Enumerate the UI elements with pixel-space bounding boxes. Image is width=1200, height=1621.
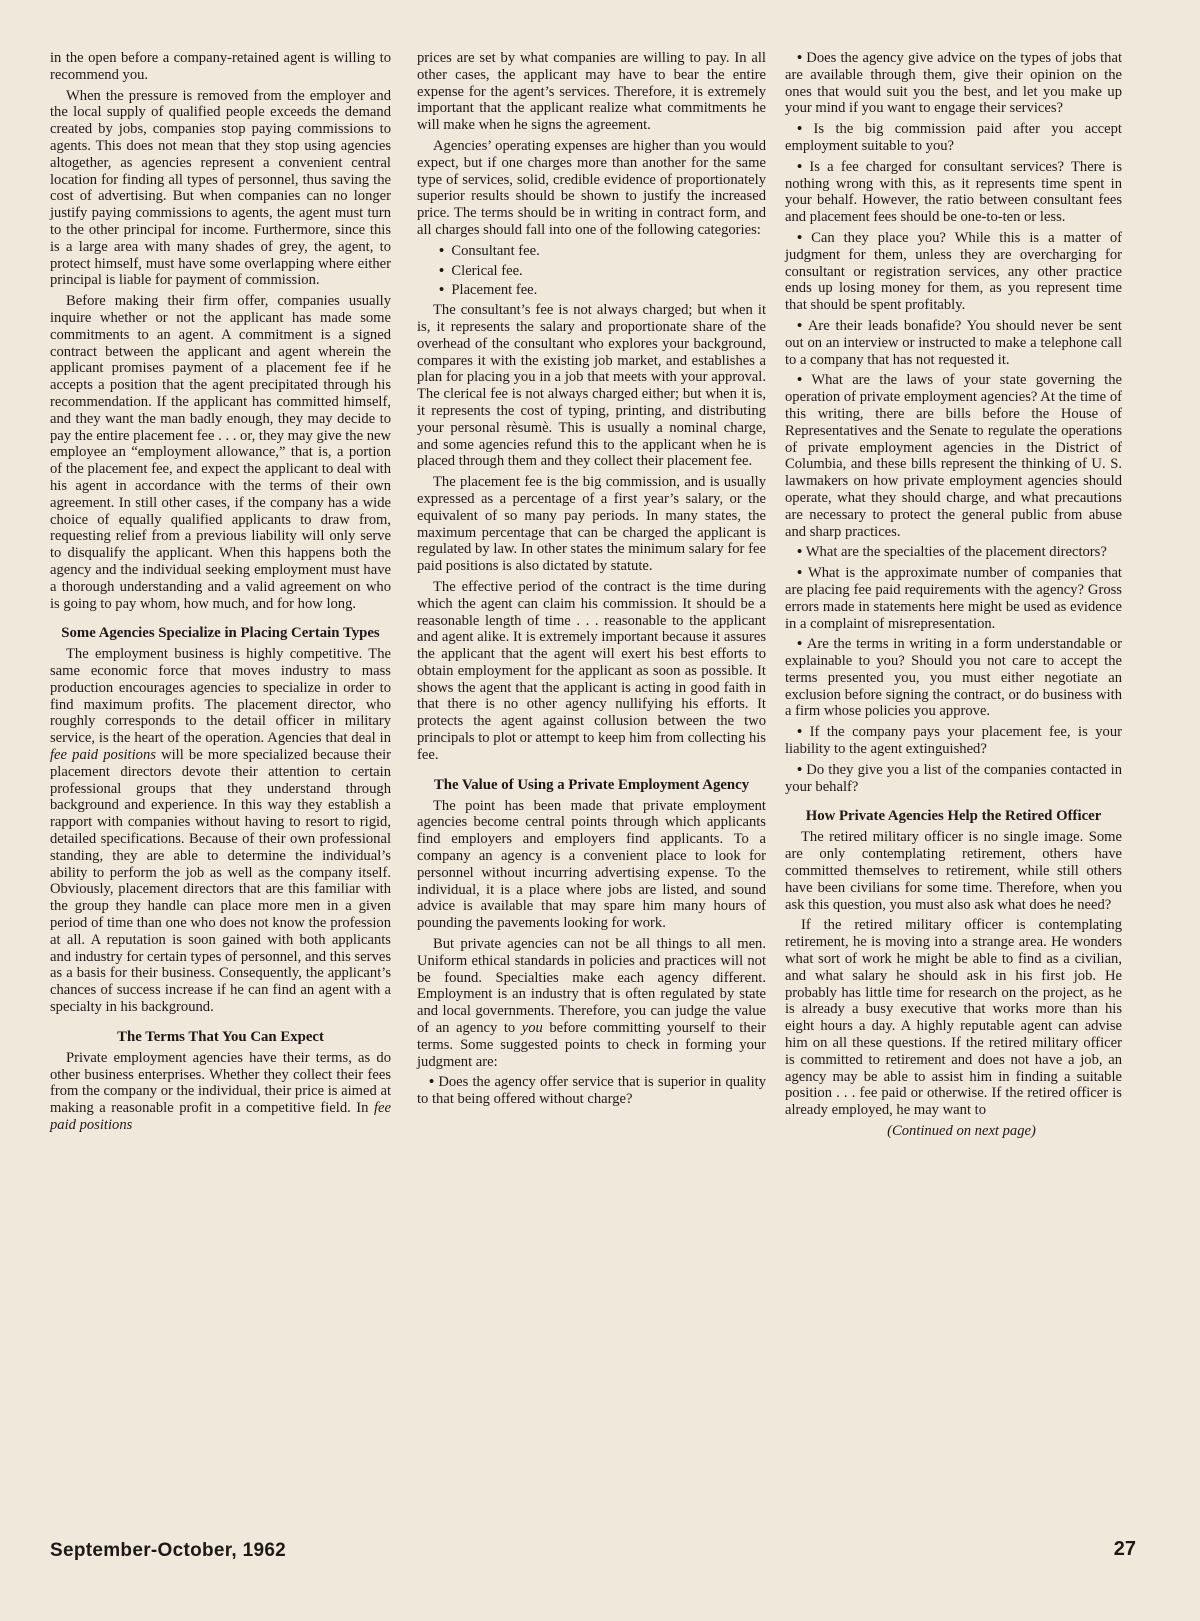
- section-heading-specialize: Some Agencies Specialize in Placing Certain Types: [61, 625, 380, 642]
- paragraph: Private employment agencies have their terms, as do other business enterprises. Whether they collect their fees from the company or the individual, their price is aimed at making a reasonable profit in a competitive field. In fee paid positions: [50, 1049, 391, 1134]
- paragraph: When the pressure is removed from the employer and the local supply of qualified people exceeds the demand created by jobs, companies stop paying commissions to agents. This does not mean that they stop using agencies altogether, as agencies represent a convenient central location for finding all types of personnel, thus saving the cost of advertising. But when companies can no longer justify paying commissions to agents, the agent must turn to the other principal for income. Furthermore, since this is a large area with many shades of grey, the agent, to protect himself, must have some overlapping where either principal is liable for payment of commission.: [50, 87, 391, 289]
- page-number: 27: [1113, 1538, 1136, 1560]
- paragraph: Agencies’ operating expenses are higher than you would expect, but if one charges more than another for the same type of services, solid, credible evidence of proportionately superior results should be shown to justify the increased price. The terms should be in writing in contract form, and all charges should fall into one of the following categories:: [417, 137, 766, 238]
- checklist-item: • Is the big commission paid after you accept employment suitable to you?: [785, 121, 1122, 155]
- paragraph: If the retired military officer is contemplating retirement, he is moving into a strange area. He wonders what sort of work he might be able to find as a civilian, and what salary he should ask in his first job. He probably has little time for research on the project, as he is already a busy executive that works more than his eight hours a day. A highly reputable agent can advise him on all these questions. If the retired military officer is committed to retirement and does not have a job, an agency may be able to assist him in finding a suitable position . . . fee paid or otherwise. If the retired officer is already employed, he may want to: [785, 917, 1122, 1119]
- fee-category-item: • Clerical fee.: [417, 263, 766, 280]
- column-3: [785, 50, 1122, 1144]
- checklist-item: • Are their leads bonafide? You should never be sent out on an interview or instructed to make a telephone call to a company that has not requested it.: [785, 318, 1122, 368]
- checklist-item: • Is a fee charged for consultant services? There is nothing wrong with this, as it represents time spent in your behalf. However, the ratio between consultant fees and placement fees should be one-to-ten or less.: [785, 159, 1122, 226]
- paragraph: The retired military officer is no single image. Some are only contemplating retirement, others have committed themselves to retirement, while still others have been civilians for some time. Therefore, when you ask this question, you must also ask what does he need?: [785, 829, 1122, 913]
- section-heading-terms: The Terms That You Can Expect: [117, 1028, 324, 1045]
- checklist-item: • Can they place you? While this is a matter of judgment for them, unless they are overcharging for consultant or registration services, any other practice ends up losing money for them, as you represent time that should be spent profitably.: [785, 230, 1122, 314]
- checklist-item: • Are the terms in writing in a form understandable or explainable to you? Should you not care to accept the terms presented you, you must either negotiate an exclusion before signing the contract, or do business with a firm whose policies you approve.: [785, 636, 1122, 720]
- paragraph: Before making their firm offer, companies usually inquire whether or not the applicant has made some commitments to an agent. A commitment is a signed contract between the applicant and agent wherein the applicant promises payment of a placement fee if he accepts a position that the agent precipitated through his recommendation. If the applicant has committed himself, and they want the man badly enough, they may decide to pay the entire placement fee . . . or, they may give the new employee an “employment allowance,” that is, a portion of the placement fee, and expect the applicant to deal with his agent in accordance with the terms of their own agreement. In still other cases, if the company has a wide choice of equally qualified applicants to draw from, requesting relief from a previous liability will only serve to disqualify the applicant. When this happens both the agency and the individual seeking employment must have a thorough understanding and a valid agreement on who is going to pay whom, how much, and for how long.: [50, 293, 392, 612]
- issue-date-footer: September-October, 1962: [50, 1540, 287, 1561]
- checklist-item: • What is the approximate number of companies that are placing fee paid requirements with the agency? Gross errors made in statements here might be used as evidence in a complaint of misrepresentation.: [785, 565, 1122, 632]
- fee-category-item: • Placement fee.: [417, 282, 766, 299]
- checklist-item: • What are the laws of your state governing the operation of private employment agencies? At the time of this writing, there are bills before the House of Representatives and the Senate to regulate the operations of private employment agencies in the District of Columbia, and these bills represent the thinking of U. S. lawmakers on how private employment agencies should operate, what they should charge, and what precautions are necessary to protect the general public from abuse and sharp practices.: [785, 372, 1122, 540]
- column-2: [417, 50, 766, 1112]
- section-heading-retired-officer: How Private Agencies Help the Retired Officer: [805, 808, 1102, 825]
- paragraph: The placement fee is the big commission, and is usually expressed as a percentage of a first year’s salary, or the equivalent of so many pay periods. In many states, the maximum percentage that can be charged the applicant is regulated by law. In other states the minimum salary for fee paid positions is also dictated by statute.: [417, 474, 766, 575]
- paragraph: The employment business is highly competitive. The same economic force that moves industry to mass production encourages agencies to specialize in order to find maximum profits. The placement director, who roughly corresponds to the detail officer in military service, is the heart of the operation. Agencies that deal in fee paid positions will be more specialized because their placement directors devote their attention to certain professional groups that they understand through background and experience. In this way they establish a rapport with companies without having to resort to rigid, detailed specifications. Because of their own professional standing, they are able to determine the individual’s ability to perform the job as well as the company itself. Obviously, placement directors that are this familiar with the group they handle can place more men in a given period of time than one who does not know the profession at all. A reputation is soon gained with both applicants and industry for certain types of personnel, and this serves as a basis for their business. Consequently, the applicant’s chances of success increase if he can find an agent with a specialty in his background.: [50, 646, 391, 1016]
- paragraph: But private agencies can not be all things to all men. Uniform ethical standards in policies and practices will not be found. Specialties make each agency different. Employment is an industry that is often regulated by state and local governments. Therefore, you can judge the value of an agency to you before committing yourself to their terms. Some suggested points to check in forming your judgment are:: [417, 936, 767, 1070]
- paragraph: in the open before a company-retained agent is willing to recommend you.: [50, 50, 391, 83]
- column-1: [50, 50, 391, 1138]
- checklist-item: • Do they give you a list of the companies contacted in your behalf?: [785, 762, 1122, 796]
- paragraph: prices are set by what companies are willing to pay. In all other cases, the applicant may have to bear the entire expense for the agent’s services. Therefore, it is extremely important that the applicant realize what commitments he will make when he signs the agreement.: [417, 50, 766, 134]
- fee-category-item: • Consultant fee.: [417, 243, 766, 260]
- checklist-item: • What are the specialties of the placement directors?: [785, 544, 1122, 561]
- paragraph: The effective period of the contract is the time during which the agent can claim his commission. It should be a reasonable length of time . . . reasonable to the applicant and agent alike. It is extremely important because it assures the applicant that the agent will exert his best efforts to obtain employment for the applicant as soon as possible. It shows the agent that the applicant is acting in good faith in that there is no other agency nullifying his efforts. It protects the agent against collusion between the two principals to plot or attempt to keep him from collecting his fee.: [417, 578, 766, 763]
- continued-note: (Continued on next page): [887, 1123, 1036, 1140]
- section-heading-value: The Value of Using a Private Employment Agency: [433, 776, 750, 793]
- checklist-item: • If the company pays your placement fee, is your liability to the agent extinguished?: [785, 724, 1122, 758]
- checklist-item: • Does the agency offer service that is superior in quality to that being offered without charge?: [417, 1074, 766, 1108]
- paragraph: The consultant’s fee is not always charged; but when it is, it represents the salary and proportionate share of the overhead of the consultant who explores your background, compares it with the existing job market, and establishes a plan for placing you in a job that meets with your approval. The clerical fee is not always charged either; but when it is, it represents the cost of typing, printing, and distributing your personal rèsumè. This is usually a nominal charge, and some agencies refund this to the applicant when he is placed through them and they collect their placement fee.: [417, 302, 766, 470]
- checklist-item: • Does the agency give advice on the types of jobs that are available through them, give their opinion on the ones that would suit you the best, and let you make up your mind if you want to engage their services?: [785, 50, 1122, 117]
- paragraph: The point has been made that private employment agencies become central points through which applicants find employers and employers find applicants. To a company an agency is a convenient place to look for personnel without incurring advertising expense. To the individual, it is a place where jobs are listed, and sound advice is available that may spare him many hours of pounding the pavements looking for work.: [417, 797, 766, 932]
